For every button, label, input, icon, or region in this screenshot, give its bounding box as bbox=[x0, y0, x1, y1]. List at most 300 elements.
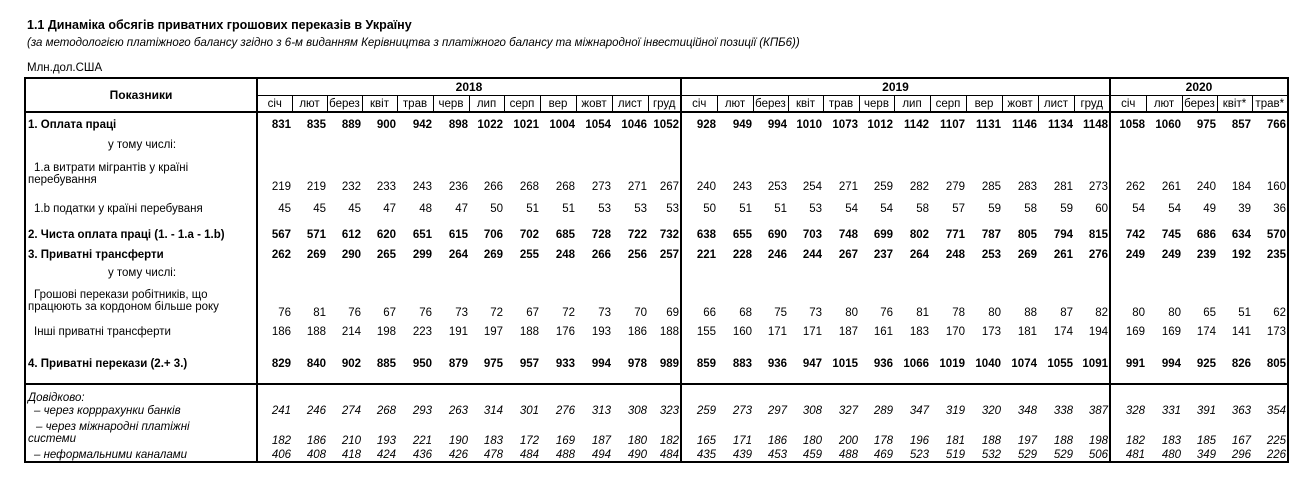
value-cell: 66 bbox=[703, 307, 716, 319]
value-cell: 706 bbox=[483, 229, 503, 241]
month-header: трав* bbox=[1252, 96, 1288, 113]
value-cell: 244 bbox=[802, 249, 822, 261]
value-cell: 406 bbox=[257, 448, 292, 462]
value-cell: 348 bbox=[1017, 405, 1037, 417]
value-cell bbox=[966, 264, 1002, 282]
value-cell bbox=[433, 384, 469, 404]
month-header: лют bbox=[1146, 96, 1182, 113]
memo-row bbox=[25, 448, 1288, 462]
value-cell: 188 bbox=[648, 320, 681, 344]
value-cell: 188 bbox=[519, 326, 539, 338]
value-cell: 69 bbox=[648, 282, 681, 320]
value-cell bbox=[681, 384, 717, 404]
value-cell: 276 bbox=[1074, 246, 1110, 264]
value-cell: 994 bbox=[576, 344, 612, 384]
value-cell: 276 bbox=[555, 405, 575, 417]
value-cell: 529 bbox=[1038, 448, 1074, 462]
value-cell: 188 bbox=[1053, 435, 1073, 447]
value-cell: 221 bbox=[696, 249, 716, 261]
value-cell: 900 bbox=[376, 118, 396, 131]
units-label: Млн.дол.США bbox=[27, 62, 103, 74]
value-cell bbox=[788, 264, 823, 282]
value-cell: 192 bbox=[1231, 249, 1251, 261]
value-cell bbox=[823, 384, 859, 404]
value-cell: 182 bbox=[1125, 435, 1145, 447]
value-cell bbox=[717, 384, 753, 404]
value-cell: 249 bbox=[1161, 249, 1181, 261]
value-cell: 282 bbox=[909, 181, 929, 193]
value-cell bbox=[648, 264, 681, 282]
value-cell: 436 bbox=[397, 448, 433, 462]
value-cell: 54 bbox=[845, 203, 858, 215]
value-cell: 469 bbox=[859, 448, 894, 462]
value-cell: 76 bbox=[278, 307, 291, 319]
value-cell: 1131 bbox=[976, 118, 1001, 131]
value-cell: 947 bbox=[788, 344, 823, 384]
value-cell bbox=[1182, 384, 1217, 404]
value-cell: 571 bbox=[306, 229, 326, 241]
row-label: 1.b податки у країні перебуваня bbox=[25, 194, 257, 224]
value-cell: 186 bbox=[767, 435, 787, 447]
value-cell: 802 bbox=[909, 229, 929, 241]
value-cell: 1040 bbox=[966, 344, 1002, 384]
value-cell: 50 bbox=[703, 203, 716, 215]
value-cell: 268 bbox=[555, 181, 575, 193]
table-row bbox=[25, 320, 1288, 344]
value-cell bbox=[1252, 136, 1288, 154]
memo-row bbox=[25, 404, 1288, 418]
value-cell: 210 bbox=[341, 435, 361, 447]
year-header-2020: 2020 bbox=[1110, 78, 1288, 96]
value-cell: 167 bbox=[1231, 435, 1251, 447]
value-cell: 263 bbox=[448, 405, 468, 417]
value-cell: 169 bbox=[1161, 326, 1181, 338]
value-cell: 327 bbox=[838, 405, 858, 417]
value-cell: 567 bbox=[271, 229, 291, 241]
value-cell: 488 bbox=[540, 448, 576, 462]
value-cell: 296 bbox=[1217, 448, 1252, 462]
row-label: 1. Оплата праці bbox=[25, 112, 257, 136]
value-cell bbox=[930, 264, 966, 282]
value-cell: 53 bbox=[648, 194, 681, 224]
value-cell: 426 bbox=[433, 448, 469, 462]
value-cell: 253 bbox=[981, 249, 1001, 261]
value-cell: 347 bbox=[909, 405, 929, 417]
value-cell: 285 bbox=[981, 181, 1001, 193]
value-cell: 53 bbox=[634, 203, 647, 215]
month-header: серп bbox=[504, 96, 540, 113]
value-cell bbox=[966, 384, 1002, 404]
value-cell: 1058 bbox=[1119, 118, 1145, 131]
value-cell bbox=[894, 264, 930, 282]
value-cell: 193 bbox=[591, 326, 611, 338]
value-cell: 53 bbox=[809, 203, 822, 215]
value-cell bbox=[930, 384, 966, 404]
value-cell: 57 bbox=[952, 203, 965, 215]
value-cell: 186 bbox=[627, 326, 647, 338]
month-header: берез bbox=[1182, 96, 1217, 113]
value-cell: 67 bbox=[526, 307, 539, 319]
value-cell: 197 bbox=[1017, 435, 1037, 447]
value-cell bbox=[1110, 136, 1146, 154]
value-cell: 702 bbox=[519, 229, 539, 241]
value-cell: 488 bbox=[823, 448, 859, 462]
value-cell: 180 bbox=[627, 435, 647, 447]
value-cell: 686 bbox=[1196, 229, 1216, 241]
value-cell: 182 bbox=[271, 435, 291, 447]
month-header: січ bbox=[681, 96, 717, 113]
value-cell: 181 bbox=[1017, 326, 1037, 338]
value-cell: 994 bbox=[1146, 344, 1182, 384]
value-cell: 273 bbox=[1074, 154, 1110, 194]
value-cell bbox=[753, 136, 788, 154]
month-header: жовт bbox=[576, 96, 612, 113]
value-cell: 283 bbox=[1017, 181, 1037, 193]
value-cell: 989 bbox=[648, 344, 681, 384]
month-header: лист bbox=[612, 96, 648, 113]
value-cell bbox=[1074, 384, 1110, 404]
value-cell: 1054 bbox=[585, 118, 611, 131]
value-cell: 87 bbox=[1060, 307, 1073, 319]
value-cell bbox=[788, 136, 823, 154]
value-cell bbox=[612, 384, 648, 404]
table-subtitle: (за методологією платіжного балансу згідно з 6-м виданням Керівництва з платіжного балансу та міжнародної інвестиційної позиції (КПБ6)) bbox=[27, 37, 800, 49]
row-label bbox=[25, 418, 257, 448]
value-cell bbox=[433, 264, 469, 282]
value-cell: 994 bbox=[767, 118, 787, 131]
value-cell bbox=[612, 136, 648, 154]
value-cell: 835 bbox=[306, 118, 326, 131]
value-cell: 184 bbox=[1231, 181, 1251, 193]
value-cell: 1004 bbox=[549, 118, 575, 131]
value-cell: 191 bbox=[448, 326, 468, 338]
value-cell: 529 bbox=[1002, 448, 1038, 462]
value-cell: 281 bbox=[1053, 181, 1073, 193]
value-cell: 80 bbox=[988, 307, 1001, 319]
table-row bbox=[25, 112, 1288, 136]
value-cell: 59 bbox=[1060, 203, 1073, 215]
value-cell: 732 bbox=[648, 224, 681, 246]
value-cell: 269 bbox=[1017, 249, 1037, 261]
value-cell bbox=[788, 384, 823, 404]
value-cell: 1055 bbox=[1038, 344, 1074, 384]
value-cell bbox=[859, 384, 894, 404]
value-cell: 268 bbox=[376, 405, 396, 417]
month-header: груд bbox=[648, 96, 681, 113]
value-cell: 248 bbox=[555, 249, 575, 261]
value-cell bbox=[257, 264, 292, 282]
value-cell: 1091 bbox=[1074, 344, 1110, 384]
value-cell: 232 bbox=[341, 181, 361, 193]
value-cell: 171 bbox=[767, 326, 787, 338]
value-cell bbox=[362, 136, 397, 154]
value-cell: 39 bbox=[1238, 203, 1251, 215]
value-cell bbox=[504, 136, 540, 154]
value-cell: 174 bbox=[1053, 326, 1073, 338]
value-cell: 65 bbox=[1203, 307, 1216, 319]
memo-row bbox=[25, 418, 1288, 448]
month-header: січ bbox=[1110, 96, 1146, 113]
value-cell: 308 bbox=[627, 405, 647, 417]
value-cell: 338 bbox=[1053, 405, 1073, 417]
table-row bbox=[25, 194, 1288, 224]
value-cell: 161 bbox=[873, 326, 893, 338]
value-cell: 228 bbox=[732, 249, 752, 261]
value-cell bbox=[397, 384, 433, 404]
value-cell: 615 bbox=[448, 229, 468, 241]
value-cell: 75 bbox=[774, 307, 787, 319]
value-cell: 532 bbox=[966, 448, 1002, 462]
value-cell: 73 bbox=[598, 307, 611, 319]
value-cell: 194 bbox=[1074, 320, 1110, 344]
value-cell: 198 bbox=[1074, 418, 1110, 448]
value-cell: 197 bbox=[483, 326, 503, 338]
value-cell: 391 bbox=[1196, 405, 1216, 417]
value-cell: 1073 bbox=[832, 118, 858, 131]
row-label: Інші приватні трансферти bbox=[25, 320, 257, 344]
value-cell: 51 bbox=[739, 203, 752, 215]
value-cell: 771 bbox=[945, 229, 965, 241]
value-cell: 301 bbox=[519, 405, 539, 417]
value-cell: 742 bbox=[1125, 229, 1145, 241]
value-cell: 73 bbox=[455, 307, 468, 319]
value-cell: 173 bbox=[1252, 320, 1288, 344]
value-cell: 936 bbox=[859, 344, 894, 384]
value-cell: 76 bbox=[348, 307, 361, 319]
value-cell bbox=[1146, 384, 1182, 404]
value-cell: 223 bbox=[412, 326, 432, 338]
value-cell: 81 bbox=[313, 307, 326, 319]
value-cell: 418 bbox=[327, 448, 362, 462]
value-cell bbox=[930, 136, 966, 154]
value-cell: 265 bbox=[376, 249, 396, 261]
value-cell: 80 bbox=[1168, 307, 1181, 319]
value-cell bbox=[1038, 264, 1074, 282]
indicators-header: Показники bbox=[25, 78, 257, 112]
value-cell: 262 bbox=[271, 249, 291, 261]
value-cell: 484 bbox=[504, 448, 540, 462]
month-header: берез bbox=[753, 96, 788, 113]
value-cell bbox=[753, 264, 788, 282]
value-cell: 279 bbox=[945, 181, 965, 193]
table-row bbox=[25, 282, 1288, 320]
value-cell: 319 bbox=[945, 405, 965, 417]
value-cell: 269 bbox=[306, 249, 326, 261]
value-cell: 51 bbox=[774, 203, 787, 215]
value-cell: 435 bbox=[681, 448, 717, 462]
value-cell: 240 bbox=[696, 181, 716, 193]
value-cell: 193 bbox=[376, 435, 396, 447]
value-cell: 831 bbox=[271, 118, 291, 131]
value-cell bbox=[717, 136, 753, 154]
value-cell: 249 bbox=[1125, 249, 1145, 261]
value-cell: 80 bbox=[1132, 307, 1145, 319]
row-label-line1: – через міжнародні платіжні bbox=[36, 421, 190, 433]
value-cell: 262 bbox=[1125, 181, 1145, 193]
value-cell: 62 bbox=[1252, 282, 1288, 320]
value-cell bbox=[859, 136, 894, 154]
value-cell: 349 bbox=[1182, 448, 1217, 462]
value-cell: 320 bbox=[981, 405, 1001, 417]
value-cell: 49 bbox=[1203, 203, 1216, 215]
value-cell: 200 bbox=[838, 435, 858, 447]
value-cell: 933 bbox=[540, 344, 576, 384]
value-cell: 187 bbox=[838, 326, 858, 338]
value-cell: 236 bbox=[448, 181, 468, 193]
value-cell: 188 bbox=[981, 435, 1001, 447]
value-cell bbox=[362, 264, 397, 282]
value-cell bbox=[1074, 264, 1110, 282]
value-cell bbox=[397, 264, 433, 282]
value-cell bbox=[753, 384, 788, 404]
value-cell: 478 bbox=[469, 448, 504, 462]
month-header: черв bbox=[433, 96, 469, 113]
value-cell: 271 bbox=[627, 181, 647, 193]
value-cell: 290 bbox=[341, 249, 361, 261]
value-cell: 480 bbox=[1146, 448, 1182, 462]
month-header: берез bbox=[327, 96, 362, 113]
value-cell: 299 bbox=[412, 249, 432, 261]
value-cell: 728 bbox=[591, 229, 611, 241]
value-cell: 45 bbox=[278, 203, 291, 215]
value-cell: 76 bbox=[880, 307, 893, 319]
value-cell: 59 bbox=[988, 203, 1001, 215]
memo-label: Довідково: bbox=[25, 384, 257, 404]
value-cell: 243 bbox=[732, 181, 752, 193]
value-cell: 267 bbox=[648, 154, 681, 194]
value-cell: 523 bbox=[894, 448, 930, 462]
value-cell: 181 bbox=[945, 435, 965, 447]
value-cell: 246 bbox=[767, 249, 787, 261]
value-cell: 1148 bbox=[1074, 112, 1110, 136]
value-cell: 233 bbox=[376, 181, 396, 193]
value-cell: 188 bbox=[306, 326, 326, 338]
value-cell: 47 bbox=[455, 203, 468, 215]
value-cell: 638 bbox=[696, 229, 716, 241]
value-cell: 308 bbox=[802, 405, 822, 417]
value-cell: 58 bbox=[1024, 203, 1037, 215]
month-header: груд bbox=[1074, 96, 1110, 113]
value-cell: 176 bbox=[555, 326, 575, 338]
value-cell: 815 bbox=[1074, 224, 1110, 246]
value-cell: 187 bbox=[591, 435, 611, 447]
value-cell bbox=[504, 384, 540, 404]
month-header: лист bbox=[1038, 96, 1074, 113]
value-cell: 88 bbox=[1024, 307, 1037, 319]
value-cell bbox=[1074, 136, 1110, 154]
value-cell: 889 bbox=[341, 118, 361, 131]
remittances-table bbox=[24, 77, 1289, 463]
value-cell: 387 bbox=[1074, 404, 1110, 418]
value-cell bbox=[1002, 136, 1038, 154]
value-cell: 81 bbox=[916, 307, 929, 319]
value-cell bbox=[292, 136, 327, 154]
row-label-line1: Грошові перекази робітників, що bbox=[34, 289, 208, 301]
value-cell: 690 bbox=[767, 229, 787, 241]
value-cell: 936 bbox=[753, 344, 788, 384]
value-cell: 1046 bbox=[621, 118, 647, 131]
value-cell: 748 bbox=[838, 229, 858, 241]
value-cell: 54 bbox=[1168, 203, 1181, 215]
row-label-line2: працюють за кордоном більше року bbox=[28, 301, 219, 313]
row-label-line1: 1.a витрати мігрантів у країні bbox=[34, 162, 189, 174]
value-cell: 949 bbox=[732, 118, 752, 131]
value-cell: 722 bbox=[627, 229, 647, 241]
value-cell: 225 bbox=[1252, 418, 1288, 448]
value-cell bbox=[257, 384, 292, 404]
value-cell: 323 bbox=[648, 404, 681, 418]
value-cell: 273 bbox=[591, 181, 611, 193]
value-cell: 459 bbox=[788, 448, 823, 462]
value-cell: 314 bbox=[483, 405, 503, 417]
value-cell: 47 bbox=[383, 203, 396, 215]
value-cell: 297 bbox=[767, 405, 787, 417]
value-cell: 268 bbox=[519, 181, 539, 193]
value-cell: 898 bbox=[448, 118, 468, 131]
value-cell: 484 bbox=[648, 448, 681, 462]
value-cell: 506 bbox=[1074, 448, 1110, 462]
value-cell: 48 bbox=[419, 203, 432, 215]
value-cell bbox=[469, 264, 504, 282]
value-cell: 271 bbox=[838, 181, 858, 193]
value-cell: 703 bbox=[802, 229, 822, 241]
month-header: вер bbox=[966, 96, 1002, 113]
table-row bbox=[25, 136, 1288, 154]
value-cell: 957 bbox=[504, 344, 540, 384]
month-header: квіт bbox=[788, 96, 823, 113]
value-cell: 155 bbox=[696, 326, 716, 338]
value-cell bbox=[681, 136, 717, 154]
value-cell: 72 bbox=[490, 307, 503, 319]
value-cell: 879 bbox=[433, 344, 469, 384]
value-cell bbox=[576, 384, 612, 404]
value-cell: 805 bbox=[1017, 229, 1037, 241]
value-cell: 620 bbox=[376, 229, 396, 241]
value-cell bbox=[504, 264, 540, 282]
value-cell: 859 bbox=[681, 344, 717, 384]
value-cell bbox=[1002, 264, 1038, 282]
month-header: серп bbox=[930, 96, 966, 113]
value-cell: 975 bbox=[1196, 118, 1216, 131]
value-cell: 180 bbox=[802, 435, 822, 447]
value-cell: 699 bbox=[873, 229, 893, 241]
value-cell bbox=[576, 136, 612, 154]
value-cell: 1010 bbox=[796, 118, 822, 131]
row-label bbox=[25, 282, 257, 320]
row-label: 4. Приватні перекази (2.+ 3.) bbox=[25, 344, 257, 384]
value-cell: 805 bbox=[1252, 344, 1288, 384]
row-label: у тому числі: bbox=[25, 264, 257, 282]
table-row bbox=[25, 246, 1288, 264]
value-cell: 78 bbox=[952, 307, 965, 319]
value-cell: 73 bbox=[809, 307, 822, 319]
value-cell bbox=[681, 264, 717, 282]
value-cell: 219 bbox=[271, 181, 291, 193]
value-cell: 363 bbox=[1231, 405, 1251, 417]
value-cell bbox=[823, 136, 859, 154]
value-cell: 439 bbox=[717, 448, 753, 462]
value-cell bbox=[327, 384, 362, 404]
value-cell: 185 bbox=[1196, 435, 1216, 447]
value-cell bbox=[327, 264, 362, 282]
value-cell: 173 bbox=[981, 326, 1001, 338]
value-cell: 634 bbox=[1231, 229, 1251, 241]
year-header-2019: 2019 bbox=[681, 78, 1110, 96]
month-header: лип bbox=[469, 96, 504, 113]
row-label-line2: системи bbox=[28, 433, 77, 445]
value-cell: 171 bbox=[732, 435, 752, 447]
value-cell: 246 bbox=[306, 405, 326, 417]
